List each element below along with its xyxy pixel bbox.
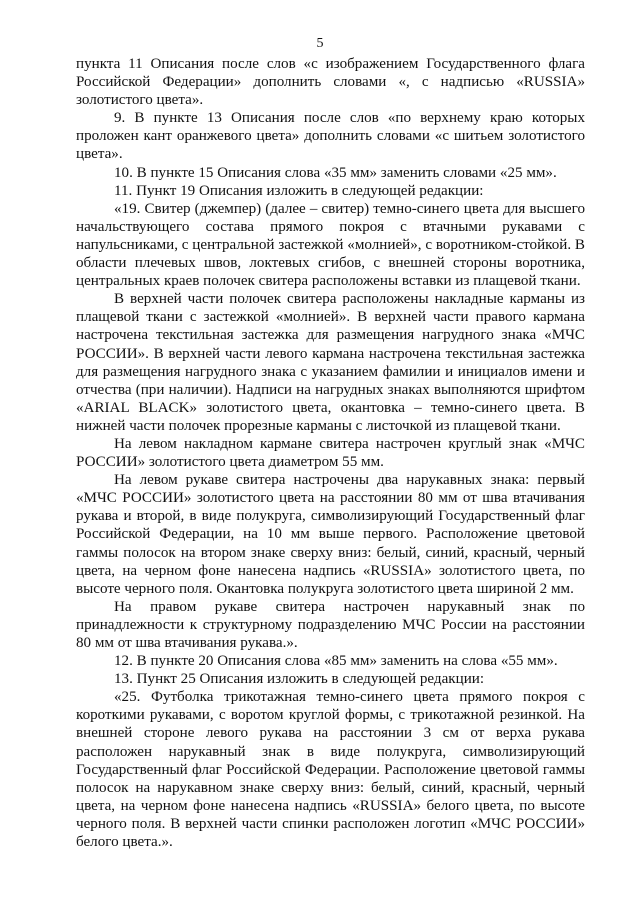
document-body xyxy=(76,55,585,851)
paragraph: 11. Пункт 19 Описания изложить в следующей редакции: xyxy=(114,182,484,199)
paragraph: На правом рукаве свитера настрочен нарукавный знак по принадлежности к структурному подразделению МЧС России на расстоянии 80 мм от шва втачивания рукава.». xyxy=(76,598,585,651)
paragraph: На левом рукаве свитера настрочены два нарукавных знака: первый «МЧС РОССИИ» золотистого цвета на расстоянии 80 мм от шва втачивания рукава и второй, в виде полукруга, символизирующий Государственный флаг Российской Федерации, на 10 мм выше первого. Расположение цветовой гаммы полосок на втором знаке сверху вниз: белый, синий, красный, черный цвета, на черном фоне нанесена надпись «RUSSIA» золотистого цвета, по высоте черного поля. Окантовка полукруга золотистого цвета шириной 2 мм. xyxy=(76,472,585,597)
paragraph: В верхней части полочек свитера расположены накладные карманы из плащевой ткани с застежкой «молнией». В верхней части правого кармана настрочена текстильная застежка для размещения нагрудного знака «МЧС РОССИИ». В верхней части левого кармана настрочена текстильная застежка для размещения нагрудного знака с указанием фамилии и инициалов имени и отчества (при наличии). Надписи на нагрудных знаках выполняются шрифтом «ARIAL BLACK» золотистого цвета, окантовка – темно-синего цвета. В нижней части полочек прорезные карманы с листочкой из плащевой ткани. xyxy=(76,291,585,434)
paragraph: «19. Свитер (джемпер) (далее – свитер) темно-синего цвета для высшего начальствующего состава прямого покроя с втачными рукавами с напульсниками, с центральной застежкой «молнией», с воротником-стойкой. В области плечевых швов, локтевых сгибов, с внешней стороны воротника, центральных краев полочек свитера расположены вставки из плащевой ткани. xyxy=(76,200,585,290)
paragraph: 9. В пункте 13 Описания после слов «по верхнему краю которых проложен кант оранжевого цвета» дополнить словами «с шитьем золотистого цвета». xyxy=(76,110,585,163)
paragraph: «25. Футболка трикотажная темно-синего цвета прямого покроя с короткими рукавами, с воротом круглой формы, с трикотажной резинкой. На внешней стороне левого рукава на расстоянии 3 см от верха рукава расположен нарукавный знак в виде полукруга, символизирующий Государственный флаг Российской Федерации. Расположение цветовой гаммы полосок на нарукавном знаке сверху вниз: белый, синий, красный, черный цвета, на черном фоне нанесена надпись «RUSSIA» белого цвета, по высоте черного поля. В верхней части спинки расположен логотип «МЧС РОССИИ» белого цвета.». xyxy=(76,689,585,851)
paragraph: 13. Пункт 25 Описания изложить в следующей редакции: xyxy=(114,671,485,688)
paragraph: пункта 11 Описания после слов «с изображением Государственного флага Российской Федерации» дополнить словами «, с надписью «RUSSIA» золотистого цвета». xyxy=(76,56,585,109)
page-number: 5 xyxy=(316,36,324,51)
paragraph: 10. В пункте 15 Описания слова «35 мм» заменить словами «25 мм». xyxy=(114,164,557,181)
paragraph: На левом накладном кармане свитера настрочен круглый знак «МЧС РОССИИ» золотистого цвета диаметром 55 мм. xyxy=(76,435,585,471)
paragraph: 12. В пункте 20 Описания слова «85 мм» заменить на слова «55 мм». xyxy=(114,653,558,670)
